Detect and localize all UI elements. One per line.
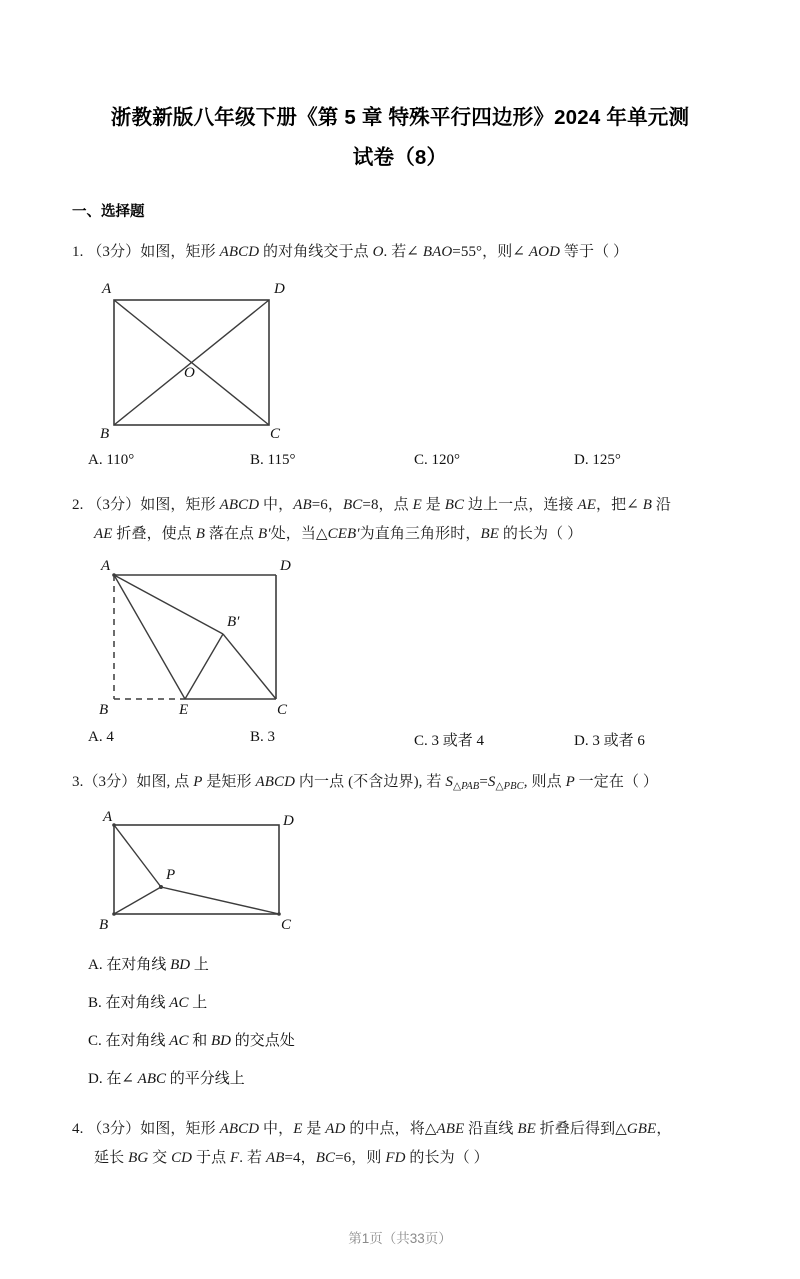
section-heading-multiple-choice: 一、选择题 [72,204,145,220]
q4-label-fd: FD [385,1149,406,1166]
question-4-text [72,1115,740,1144]
q4-label-abcd: ABCD [219,1120,260,1137]
question-3 [72,768,740,1098]
q2-label-e: E [412,497,422,513]
page-title [60,0,740,178]
q2-label-ae: AE [577,497,596,513]
vertex-label-b: B [99,702,109,717]
question-2-option-a[interactable] [88,729,114,746]
option-c-text-pre: 在对角线 [105,1032,170,1049]
option-c-key: C. [414,733,428,749]
vertex-label-bprime: B′ [227,614,240,630]
q4-text-d: 的中点，将△ [345,1120,437,1137]
option-c-em: AC [169,1032,189,1049]
question-1-score: （3分） [87,244,141,260]
question-1-options [88,452,740,474]
option-c-text-mid: 和 [188,1032,211,1049]
q2-text-m: 的长为（ ） [498,526,583,542]
question-1-option-c[interactable] [414,452,460,469]
q4-label-bc: BC [315,1149,336,1166]
q4-text-n: 的长为（ ） [405,1149,489,1166]
segment-pa [114,825,161,887]
option-b-text-post: 上 [188,994,208,1011]
question-1-figure [84,275,740,440]
question-1-option-a[interactable] [88,452,134,469]
q3-label-p: P [193,774,203,790]
point-label-p: P [166,866,176,883]
q4-label-ab: AB [265,1149,285,1166]
q3-text-e: 一定在（ ） [574,774,659,790]
q3-area-s2-sub: △PBC [495,780,524,792]
rectangle-fold-diagram [84,557,334,717]
question-2-options [88,729,740,751]
option-d-key: D. [574,452,589,468]
segment-pc [161,887,279,914]
option-c-key: C. [414,452,428,468]
vertex-label-d: D [274,281,285,297]
q4-label-bg: BG [128,1149,149,1166]
q1-text-a: 如图，矩形 [140,244,220,260]
option-b-text: 3 [267,729,276,745]
page-footer: 第1页（共33页） [348,1231,452,1246]
q4-label-ad: AD [325,1120,346,1137]
question-1-option-b[interactable] [250,452,295,469]
title-line-2: 试卷（8） [352,146,448,169]
question-4-score: （3分） [87,1120,141,1137]
vertex-label-e: E [179,702,189,717]
question-1-text [72,238,740,267]
q4-text-l: =4， [284,1149,316,1166]
q4-text-g: ， [656,1120,672,1137]
vertex-label-b: B [99,916,109,933]
segment-pb [114,887,161,914]
vertex-label-d: D [280,558,291,574]
question-2-score: （3分） [87,497,141,513]
q3-text-b: 是矩形 [202,774,256,790]
question-4 [72,1115,740,1173]
vertex-label-a: A [102,281,112,297]
q1-text-e: 等于（ ） [560,244,629,260]
vertex-label-a: A [101,558,111,574]
q1-label-o: O [372,244,384,260]
question-4-number: 4. [72,1120,84,1137]
q1-text-b: 的对角线交于点 [259,244,373,260]
question-3-score: （3分） [83,774,137,790]
option-c-text-post: 的交点处 [230,1032,295,1049]
option-d-text: 125° [592,452,621,468]
q2-text-d: =8，点 [362,497,413,513]
point-dot-p [159,885,163,889]
q3-area-s2: S [487,774,496,790]
option-d-key: D. [574,733,589,749]
q1-text-c: . 若∠ [383,244,423,260]
option-a-text-post: 上 [190,956,209,973]
q1-label-bao: BAO [422,244,453,260]
q4-text-c: 是 [302,1120,326,1137]
option-b-text: 115° [267,452,296,468]
q3-area-s1-sub: △PAB [452,780,480,792]
question-1-number: 1. [72,244,84,260]
q2-label-be: BE [480,526,499,542]
q3-text-d: , 则点 [523,774,566,790]
question-2-text-line2 [94,520,740,549]
question-3-option-d[interactable] [88,1060,740,1098]
question-3-options [88,946,740,1098]
q2-label-bc2: BC [444,497,465,513]
option-a-key: A. [88,452,103,468]
vertex-label-c: C [270,426,281,440]
q2-label-b: B [642,497,652,513]
option-c-text: 3 或者 4 [431,733,485,749]
q4-text-j: 于点 [192,1149,231,1166]
q4-label-abe: ABE [436,1120,465,1137]
option-d-text: 3 或者 6 [592,733,645,749]
q4-text-i: 交 [148,1149,172,1166]
vertex-label-c: C [277,702,288,717]
q2-label-cebprime: CEB′ [327,526,360,542]
title-line-1: 浙教新版八年级下册《第 5 章 特殊平行四边形》2024 年单元测 [110,106,690,129]
question-3-text [72,768,740,801]
q4-label-f: F [230,1149,240,1166]
q1-label-aod: AOD [528,244,561,260]
option-b-key: B. [250,452,264,468]
q2-label-ab: AB [293,497,312,513]
vertex-label-c: C [281,916,292,933]
question-1-option-d[interactable] [574,452,621,469]
question-2-option-b[interactable] [250,729,275,746]
option-a-text-pre: 在对角线 [106,956,171,973]
question-3-number: 3. [72,774,84,790]
vertex-dot-b [112,912,116,916]
q3-text-eq: = [479,774,488,790]
q3-label-abcd: ABCD [255,774,296,790]
q4-text-b: 中， [259,1120,294,1137]
q4-text-f: 折叠后得到△ [535,1120,627,1137]
q2-text-a: 如图，矩形 [140,497,220,513]
question-4-text-line2 [94,1144,740,1173]
segment-bprime-c [223,634,276,699]
question-3-figure [84,809,740,934]
option-c-key: C. [88,1032,102,1049]
vertex-label-d: D [283,812,294,829]
question-3-option-a[interactable] [88,946,740,984]
question-2-text [72,491,740,520]
question-2-option-c[interactable] [414,729,484,750]
q4-text-k: . 若 [239,1149,266,1166]
rectangle-abcd-diagonals-diagram [84,275,334,440]
q2-text-e: 是 [421,497,445,513]
q4-label-e: E [293,1120,303,1137]
question-3-option-b[interactable] [88,984,740,1022]
q2-label-ae2: AE [94,526,113,542]
q1-text-d: =55°，则∠ [452,244,529,260]
question-3-option-c[interactable] [88,1022,740,1060]
vertex-dot-a [112,823,116,827]
q3-label-p2: P [565,774,575,790]
option-a-text: 4 [106,729,114,745]
segment-bprime-e [185,634,223,699]
question-2-option-d[interactable] [574,729,645,750]
option-a-key: A. [88,729,103,745]
rectangle-outline [114,825,279,914]
q2-text-l: 为直角三角形时， [359,526,481,542]
option-a-text: 110° [106,452,135,468]
option-c-em2: BD [210,1032,231,1049]
option-b-em: AC [169,994,189,1011]
q4-label-be: BE [517,1120,536,1137]
question-2 [72,491,740,751]
question-2-number: 2. [72,497,84,513]
q2-label-b2: B [195,526,205,542]
q2-text-f: 边上一点，连接 [464,497,578,513]
q4-text-e: 沿直线 [464,1120,518,1137]
q4-label-cd: CD [171,1149,193,1166]
vertex-dot-a [112,573,116,577]
option-d-text-post: 的平分线上 [166,1070,245,1087]
q4-text-h: 延长 [94,1149,129,1166]
option-d-em: ABC [137,1070,167,1087]
option-d-key: D. [88,1070,103,1087]
q3-area-s1: S [445,774,453,790]
q4-label-gbe: GBE [626,1120,657,1137]
question-1 [72,238,740,474]
q4-text-a: 如图，矩形 [140,1120,220,1137]
q2-text-i: 折叠，使点 [112,526,196,542]
q2-label-bprime: B′ [258,526,271,542]
rectangle-interior-point-diagram [84,809,334,934]
q3-text-c: 内一点 (不含边界), 若 [295,774,446,790]
option-d-text-pre: 在∠ [106,1070,138,1087]
option-a-em: BD [170,956,191,973]
q2-text-g: ，把∠ [596,497,643,513]
q2-label-bc: BC [343,497,363,513]
q2-label-abcd: ABCD [219,497,260,513]
option-b-key: B. [88,994,102,1011]
option-b-text-pre: 在对角线 [105,994,170,1011]
q4-text-m: =6，则 [335,1149,386,1166]
vertex-label-o: O [184,365,195,381]
q1-label-abcd: ABCD [219,244,260,260]
q2-text-j: 落在点 [205,526,259,542]
vertex-dot-c [277,912,281,916]
vertex-label-b: B [100,426,110,440]
q2-text-c: =6， [311,497,344,513]
option-a-key: A. [88,956,103,973]
option-c-text: 120° [431,452,461,468]
q2-text-b: 中， [259,497,294,513]
q2-text-h: 沿 [651,497,671,513]
q2-text-k: 处，当△ [270,526,328,542]
option-b-key: B. [250,729,264,745]
q3-text-a: 如图, 点 [136,774,194,790]
vertex-label-a: A [103,808,113,825]
question-2-figure [84,557,740,717]
